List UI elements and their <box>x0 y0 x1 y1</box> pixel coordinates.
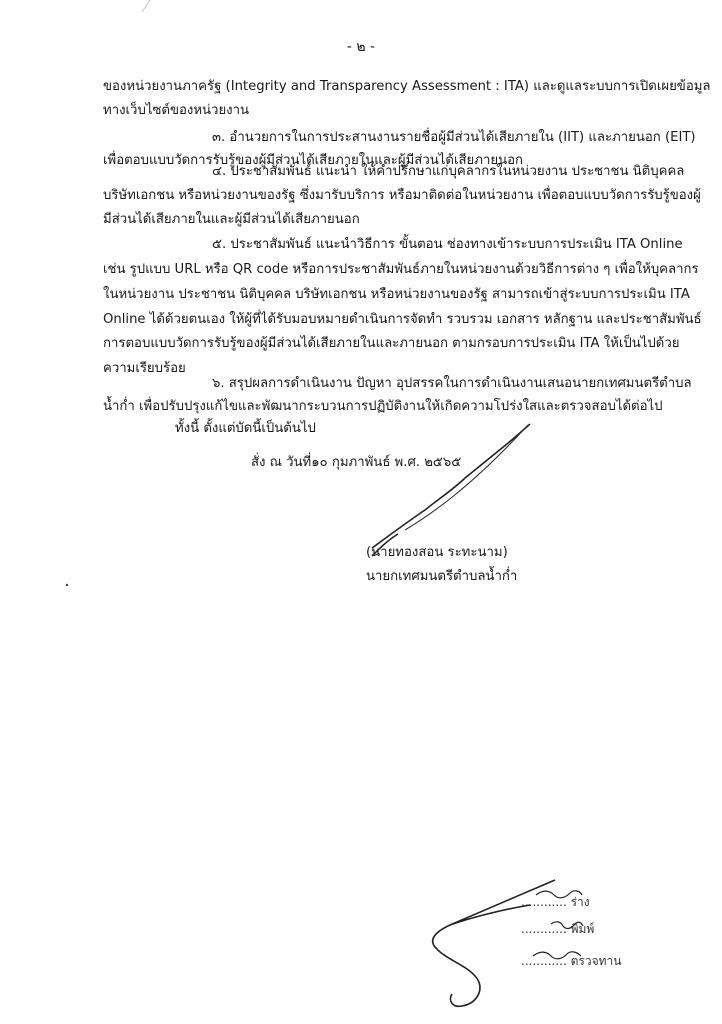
item-3-line: ๓. อำนวยการในการประสานงานรายชื่อผู้มีส่วนได้เสียภายใน (IIT) และภายนอก (EIT) <box>212 130 696 145</box>
checked-initial-line: ............ ตรวจทาน <box>521 954 622 968</box>
signatory-name: (นายทองสอน ระทะนาม) <box>366 545 508 560</box>
body-line: เพื่อตอบแบบวัดการรับรู้ของผู้มีส่วนได้เสียภายในและผู้มีส่วนได้เสียภายนอก <box>103 153 523 168</box>
item-5-line: ๕. ประชาสัมพันธ์ แนะนำวิธีการ ขั้นตอน ช่องทางเข้าระบบการประเมิน ITA Online <box>212 237 683 252</box>
body-line: มีส่วนได้เสียภายในและผู้มีส่วนได้เสียภายนอก <box>103 212 360 227</box>
body-line: เช่น รูปแบบ URL หรือ QR code หรือการประชาสัมพันธ์ภายในหน่วยงานด้วยวิธีการต่าง ๆ เพื่อให้บุคลากร <box>103 262 699 277</box>
typed-initial-line: ............ พิมพ์ <box>521 922 595 936</box>
mayor-signature-mark <box>372 424 530 556</box>
body-line: น้ำก่ำ เพื่อปรับปรุงแก้ไขและพัฒนากระบวนการปฏิบัติงานให้เกิดความโปร่งใสและตรวจสอบได้ต่อไป <box>103 399 663 414</box>
body-line: ในหน่วยงาน ประชาชน นิติบุคคล บริษัทเอกชน หรือหน่วยงานของรัฐ สามารถเข้าสู่ระบบการประเมิน ITA <box>103 287 690 302</box>
body-line: บริษัทเอกชน หรือหน่วยงานของรัฐ ซึ่งมารับบริการ หรือมาติดต่อในหน่วยงาน เพื่อตอบแบบวัดการรับรู้ของผู้ <box>103 188 701 203</box>
checked-label: ตรวจทาน <box>570 954 622 968</box>
body-line: ของหน่วยงานภาครัฐ (Integrity and Transparency Assessment : ITA) และดูแลระบบการเปิดเผยข้อมูล <box>103 79 711 94</box>
effective-date-line: ทั้งนี้ ตั้งแต่บัดนี้เป็นต้นไป <box>175 421 316 436</box>
body-line: ความเรียบร้อย <box>103 361 186 376</box>
draft-label: ร่าง <box>570 895 590 909</box>
page-number: - ๒ - <box>346 39 376 55</box>
signatory-title: นายกเทศมนตรีตำบลน้ำก่ำ <box>366 569 518 584</box>
draft-initial-line: ............ ร่าง <box>521 895 590 909</box>
item-6-line: ๖. สรุปผลการดำเนินงาน ปัญหา อุปสรรคในการดำเนินงานเสนอนายกเทศมนตรีตำบล <box>212 376 692 391</box>
body-line: Online ได้ด้วยตนเอง ให้ผู้ที่ได้รับมอบหมายดำเนินการจัดทำ รวบรวม เอกสาร หลักฐาน และประชาสัมพันธ์ <box>103 312 702 327</box>
mayor-signature-tail <box>405 425 528 530</box>
typed-label: พิมพ์ <box>570 922 595 936</box>
body-line: ทางเว็บไซต์ของหน่วยงาน <box>103 103 250 118</box>
order-date-line: สั่ง ณ วันที่๑๐ กุมภาพันธ์ พ.ศ. ๒๕๖๕ <box>251 455 462 470</box>
body-line: การตอบแบบวัดการรับรู้ของผู้มีส่วนได้เสียภายในและภายนอก ตามกรอบการประเมิน ITA ให้เป็นไปด้วย <box>103 336 680 351</box>
item-4-line: ๔. ประชาสัมพันธ์ แนะนำ ให้คำปรึกษาแก่บุคลากรในหน่วยงาน ประชาชน นิติบุคคล <box>212 164 685 179</box>
